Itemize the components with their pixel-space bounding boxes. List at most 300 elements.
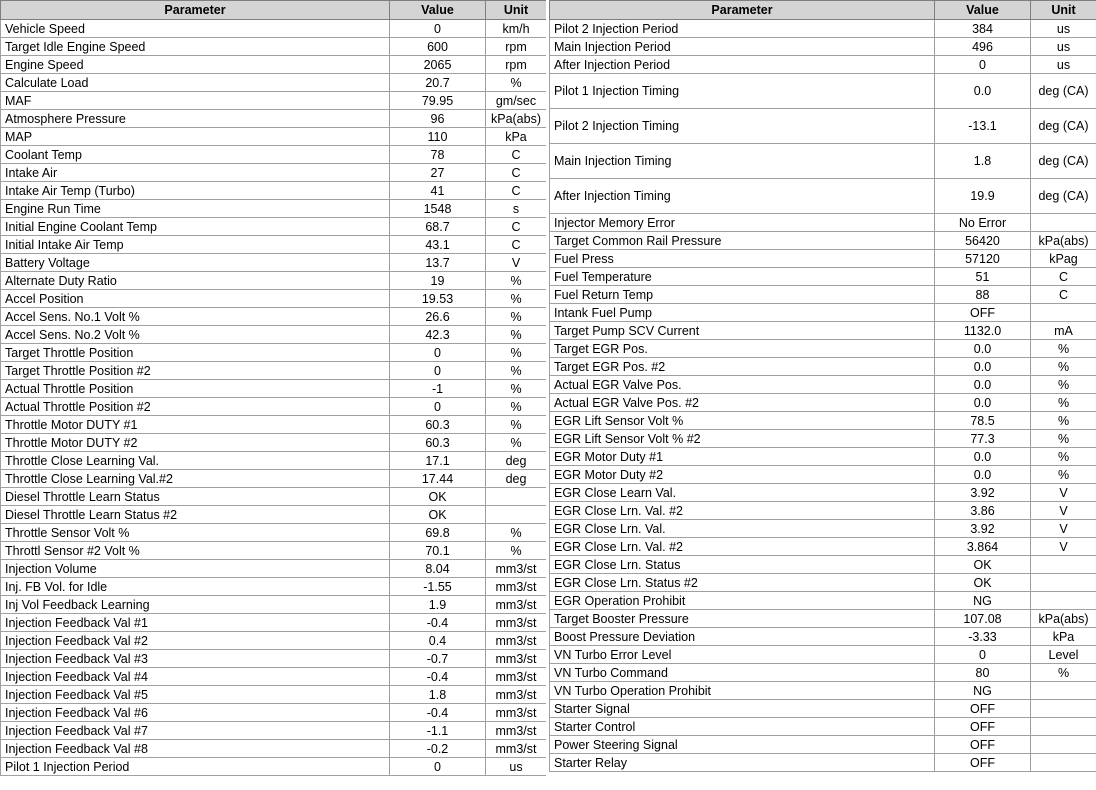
parameter-cell: Injection Feedback Val #3	[1, 650, 390, 668]
value-cell: 0.0	[935, 466, 1031, 484]
unit-cell: %	[486, 434, 547, 452]
unit-cell	[1031, 718, 1096, 736]
table-row[interactable]	[550, 358, 1096, 376]
table-row[interactable]	[1, 434, 547, 452]
unit-cell: kPa	[1031, 628, 1096, 646]
parameter-cell: Injection Feedback Val #6	[1, 704, 390, 722]
table-row[interactable]	[1, 56, 547, 74]
table-row[interactable]	[1, 128, 547, 146]
table-row[interactable]	[1, 758, 547, 776]
parameter-cell: MAF	[1, 92, 390, 110]
parameter-cell: Fuel Temperature	[550, 268, 935, 286]
table-row[interactable]	[1, 416, 547, 434]
value-cell: 43.1	[390, 236, 486, 254]
table-row[interactable]	[1, 578, 547, 596]
unit-cell: C	[486, 164, 547, 182]
unit-cell: mm3/st	[486, 686, 547, 704]
table-row[interactable]	[550, 56, 1096, 74]
table-row[interactable]	[550, 179, 1096, 214]
unit-cell	[1031, 682, 1096, 700]
unit-cell: %	[1031, 466, 1096, 484]
parameter-cell: Coolant Temp	[1, 146, 390, 164]
table-row[interactable]	[550, 376, 1096, 394]
value-cell: NG	[935, 682, 1031, 700]
value-cell: 1.9	[390, 596, 486, 614]
value-cell: 96	[390, 110, 486, 128]
value-cell: 78.5	[935, 412, 1031, 430]
value-cell: 3.92	[935, 484, 1031, 502]
table-row[interactable]	[550, 322, 1096, 340]
value-cell: OK	[390, 506, 486, 524]
parameter-cell: EGR Close Lrn. Status #2	[550, 574, 935, 592]
parameter-cell: Pilot 2 Injection Period	[550, 20, 935, 38]
table-row[interactable]	[1, 20, 547, 38]
table-row[interactable]	[550, 664, 1096, 682]
value-cell: 0	[390, 398, 486, 416]
unit-cell: us	[1031, 38, 1096, 56]
table-row[interactable]	[1, 272, 547, 290]
value-cell: OFF	[935, 718, 1031, 736]
table-row[interactable]	[550, 520, 1096, 538]
table-row[interactable]	[550, 74, 1096, 109]
parameter-header[interactable]: Parameter	[1, 1, 390, 20]
parameter-cell: Actual EGR Valve Pos. #2	[550, 394, 935, 412]
parameter-cell: Engine Run Time	[1, 200, 390, 218]
parameter-cell: Accel Position	[1, 290, 390, 308]
parameter-cell: Vehicle Speed	[1, 20, 390, 38]
value-cell: 51	[935, 268, 1031, 286]
value-cell: 0	[935, 56, 1031, 74]
value-cell: 0.0	[935, 340, 1031, 358]
parameter-cell: Injection Volume	[1, 560, 390, 578]
unit-cell: %	[486, 308, 547, 326]
table-row[interactable]	[1, 632, 547, 650]
table-row[interactable]	[1, 452, 547, 470]
table-row[interactable]	[550, 268, 1096, 286]
unit-cell	[1031, 556, 1096, 574]
unit-cell: %	[1031, 376, 1096, 394]
parameter-cell: Target EGR Pos. #2	[550, 358, 935, 376]
table-row[interactable]	[1, 650, 547, 668]
table-row[interactable]	[550, 412, 1096, 430]
right-table-body	[550, 20, 1096, 772]
unit-cell: %	[486, 362, 547, 380]
value-cell: -13.1	[935, 109, 1031, 144]
value-cell: OK	[935, 574, 1031, 592]
value-cell: OFF	[935, 736, 1031, 754]
table-row[interactable]	[550, 38, 1096, 56]
unit-cell: us	[486, 758, 547, 776]
right-data-panel	[549, 0, 1096, 790]
unit-cell	[1031, 592, 1096, 610]
header-row	[1, 1, 547, 20]
value-cell: -0.4	[390, 614, 486, 632]
table-row[interactable]	[1, 470, 547, 488]
unit-cell: mm3/st	[486, 578, 547, 596]
table-row[interactable]	[1, 92, 547, 110]
value-cell: 0.0	[935, 448, 1031, 466]
value-cell: 3.92	[935, 520, 1031, 538]
unit-cell: kPa(abs)	[1031, 232, 1096, 250]
table-row[interactable]	[1, 704, 547, 722]
unit-cell: %	[486, 398, 547, 416]
parameter-cell: Starter Relay	[550, 754, 935, 772]
parameter-cell: EGR Motor Duty #2	[550, 466, 935, 484]
table-row[interactable]	[550, 610, 1096, 628]
value-cell: 88	[935, 286, 1031, 304]
unit-cell: %	[1031, 340, 1096, 358]
value-cell: -0.4	[390, 668, 486, 686]
value-cell: 3.86	[935, 502, 1031, 520]
parameter-cell: Injection Feedback Val #1	[1, 614, 390, 632]
unit-cell: us	[1031, 56, 1096, 74]
unit-cell	[1031, 700, 1096, 718]
parameter-cell: EGR Close Lrn. Val.	[550, 520, 935, 538]
value-cell: 27	[390, 164, 486, 182]
table-row[interactable]	[1, 254, 547, 272]
unit-cell: %	[486, 272, 547, 290]
parameter-cell: EGR Motor Duty #1	[550, 448, 935, 466]
parameter-cell: After Injection Period	[550, 56, 935, 74]
table-row[interactable]	[550, 286, 1096, 304]
value-cell: 60.3	[390, 416, 486, 434]
unit-cell: %	[1031, 430, 1096, 448]
parameter-cell: Pilot 1 Injection Timing	[550, 74, 935, 109]
parameter-cell: EGR Close Lrn. Val. #2	[550, 538, 935, 556]
table-row[interactable]	[550, 394, 1096, 412]
parameter-cell: Engine Speed	[1, 56, 390, 74]
unit-cell: gm/sec	[486, 92, 547, 110]
value-cell: 13.7	[390, 254, 486, 272]
value-cell: OFF	[935, 700, 1031, 718]
table-row[interactable]	[1, 326, 547, 344]
table-row[interactable]	[1, 146, 547, 164]
parameter-cell: VN Turbo Command	[550, 664, 935, 682]
table-row[interactable]	[1, 488, 547, 506]
value-cell: 600	[390, 38, 486, 56]
table-row[interactable]	[550, 628, 1096, 646]
value-header[interactable]: Value	[390, 1, 486, 20]
parameter-cell: EGR Close Lrn. Status	[550, 556, 935, 574]
unit-cell: rpm	[486, 38, 547, 56]
unit-cell: %	[486, 290, 547, 308]
parameter-cell: Actual Throttle Position #2	[1, 398, 390, 416]
parameter-cell: Initial Intake Air Temp	[1, 236, 390, 254]
unit-cell: %	[1031, 448, 1096, 466]
table-row[interactable]	[1, 560, 547, 578]
parameter-cell: Actual Throttle Position	[1, 380, 390, 398]
parameter-cell: Battery Voltage	[1, 254, 390, 272]
unit-cell: kPag	[1031, 250, 1096, 268]
parameter-cell: Atmosphere Pressure	[1, 110, 390, 128]
parameter-cell: Intake Air Temp (Turbo)	[1, 182, 390, 200]
table-row[interactable]	[550, 20, 1096, 38]
parameter-cell: Throttle Motor DUTY #2	[1, 434, 390, 452]
value-cell: 0.0	[935, 358, 1031, 376]
unit-cell: %	[1031, 664, 1096, 682]
value-cell: 0	[390, 20, 486, 38]
table-row[interactable]	[550, 736, 1096, 754]
value-header[interactable]: Value	[935, 1, 1031, 20]
unit-cell: mm3/st	[486, 560, 547, 578]
value-cell: 70.1	[390, 542, 486, 560]
table-row[interactable]	[1, 218, 547, 236]
value-cell: -3.33	[935, 628, 1031, 646]
parameter-cell: Injection Feedback Val #4	[1, 668, 390, 686]
unit-cell	[486, 506, 547, 524]
parameter-cell: EGR Lift Sensor Volt % #2	[550, 430, 935, 448]
unit-cell: %	[1031, 358, 1096, 376]
table-row[interactable]	[550, 109, 1096, 144]
unit-cell: V	[486, 254, 547, 272]
table-row[interactable]	[550, 484, 1096, 502]
unit-cell: C	[486, 182, 547, 200]
unit-cell: mm3/st	[486, 632, 547, 650]
value-cell: 68.7	[390, 218, 486, 236]
header-row	[550, 1, 1096, 20]
value-cell: 80	[935, 664, 1031, 682]
table-row[interactable]	[550, 144, 1096, 179]
value-cell: 1.8	[390, 686, 486, 704]
left-data-panel	[0, 0, 546, 790]
table-row[interactable]	[1, 722, 547, 740]
table-row[interactable]	[1, 380, 547, 398]
value-cell: No Error	[935, 214, 1031, 232]
table-row[interactable]	[1, 686, 547, 704]
table-row[interactable]	[550, 718, 1096, 736]
value-cell: 42.3	[390, 326, 486, 344]
unit-cell: C	[486, 146, 547, 164]
unit-header[interactable]: Unit	[486, 1, 547, 20]
table-row[interactable]	[1, 290, 547, 308]
parameter-cell: Injector Memory Error	[550, 214, 935, 232]
unit-cell: %	[486, 524, 547, 542]
unit-cell	[1031, 754, 1096, 772]
value-cell: 0	[935, 646, 1031, 664]
parameter-cell: Intake Air	[1, 164, 390, 182]
value-cell: 0	[390, 362, 486, 380]
parameter-cell: Injection Feedback Val #2	[1, 632, 390, 650]
value-cell: 8.04	[390, 560, 486, 578]
value-cell: OFF	[935, 754, 1031, 772]
parameter-cell: Starter Control	[550, 718, 935, 736]
value-cell: 1548	[390, 200, 486, 218]
unit-cell: deg (CA)	[1031, 74, 1096, 109]
unit-cell: deg (CA)	[1031, 109, 1096, 144]
parameter-cell: Pilot 2 Injection Timing	[550, 109, 935, 144]
table-row[interactable]	[550, 502, 1096, 520]
value-cell: OFF	[935, 304, 1031, 322]
parameter-cell: Intank Fuel Pump	[550, 304, 935, 322]
unit-cell: C	[486, 218, 547, 236]
table-row[interactable]	[1, 506, 547, 524]
table-row[interactable]	[550, 592, 1096, 610]
unit-cell: %	[486, 344, 547, 362]
value-cell: 26.6	[390, 308, 486, 326]
table-row[interactable]	[1, 308, 547, 326]
parameter-cell: Injection Feedback Val #7	[1, 722, 390, 740]
unit-cell: %	[486, 326, 547, 344]
unit-cell: deg	[486, 452, 547, 470]
table-row[interactable]	[1, 74, 547, 92]
parameter-cell: VN Turbo Operation Prohibit	[550, 682, 935, 700]
parameter-cell: Target Throttle Position #2	[1, 362, 390, 380]
table-row[interactable]	[1, 200, 547, 218]
unit-cell: deg (CA)	[1031, 179, 1096, 214]
parameter-cell: Inj Vol Feedback Learning	[1, 596, 390, 614]
parameter-cell: Fuel Press	[550, 250, 935, 268]
table-row[interactable]	[550, 682, 1096, 700]
table-row[interactable]	[550, 232, 1096, 250]
value-cell: 107.08	[935, 610, 1031, 628]
table-row[interactable]	[550, 250, 1096, 268]
table-row[interactable]	[550, 754, 1096, 772]
parameter-cell: Pilot 1 Injection Period	[1, 758, 390, 776]
unit-cell: %	[486, 74, 547, 92]
unit-cell	[1031, 574, 1096, 592]
parameter-cell: Throttl Sensor #2 Volt %	[1, 542, 390, 560]
value-cell: 2065	[390, 56, 486, 74]
parameter-cell: Initial Engine Coolant Temp	[1, 218, 390, 236]
parameter-cell: Alternate Duty Ratio	[1, 272, 390, 290]
value-cell: 0.0	[935, 394, 1031, 412]
value-cell: 78	[390, 146, 486, 164]
value-cell: 384	[935, 20, 1031, 38]
parameter-cell: After Injection Timing	[550, 179, 935, 214]
unit-cell: mm3/st	[486, 704, 547, 722]
unit-header[interactable]: Unit	[1031, 1, 1096, 20]
table-row[interactable]	[1, 596, 547, 614]
unit-cell: deg (CA)	[1031, 144, 1096, 179]
table-row[interactable]	[1, 614, 547, 632]
unit-cell: %	[486, 416, 547, 434]
unit-cell: V	[1031, 538, 1096, 556]
table-row[interactable]	[1, 398, 547, 416]
table-row[interactable]	[550, 214, 1096, 232]
unit-cell: C	[1031, 268, 1096, 286]
value-cell: 17.44	[390, 470, 486, 488]
table-row[interactable]	[1, 542, 547, 560]
unit-cell	[1031, 736, 1096, 754]
value-cell: 0.4	[390, 632, 486, 650]
value-cell: 110	[390, 128, 486, 146]
parameter-cell: Boost Pressure Deviation	[550, 628, 935, 646]
unit-cell: %	[486, 542, 547, 560]
table-row[interactable]	[1, 344, 547, 362]
parameter-cell: Main Injection Timing	[550, 144, 935, 179]
value-cell: 17.1	[390, 452, 486, 470]
value-cell: OK	[935, 556, 1031, 574]
unit-cell	[486, 488, 547, 506]
table-row[interactable]	[1, 740, 547, 758]
parameter-cell: Target Pump SCV Current	[550, 322, 935, 340]
value-cell: -1.1	[390, 722, 486, 740]
value-cell: 3.864	[935, 538, 1031, 556]
parameter-header[interactable]: Parameter	[550, 1, 935, 20]
right-data-table	[549, 0, 1096, 772]
unit-cell: us	[1031, 20, 1096, 38]
unit-cell	[1031, 214, 1096, 232]
parameter-cell: Injection Feedback Val #5	[1, 686, 390, 704]
parameter-cell: Actual EGR Valve Pos.	[550, 376, 935, 394]
parameter-cell: Inj. FB Vol. for Idle	[1, 578, 390, 596]
table-row[interactable]	[1, 362, 547, 380]
unit-cell: %	[1031, 394, 1096, 412]
table-row[interactable]	[550, 538, 1096, 556]
value-cell: 41	[390, 182, 486, 200]
table-row[interactable]	[1, 182, 547, 200]
table-row[interactable]	[1, 38, 547, 56]
parameter-cell: Target Idle Engine Speed	[1, 38, 390, 56]
unit-cell: s	[486, 200, 547, 218]
parameter-cell: Accel Sens. No.1 Volt %	[1, 308, 390, 326]
unit-cell: mm3/st	[486, 668, 547, 686]
table-row[interactable]	[550, 556, 1096, 574]
parameter-cell: MAP	[1, 128, 390, 146]
unit-cell: %	[1031, 412, 1096, 430]
unit-cell: mm3/st	[486, 650, 547, 668]
value-cell: 1132.0	[935, 322, 1031, 340]
unit-cell: V	[1031, 520, 1096, 538]
unit-cell: mm3/st	[486, 740, 547, 758]
table-row[interactable]	[550, 304, 1096, 322]
unit-cell: mm3/st	[486, 614, 547, 632]
parameter-cell: Diesel Throttle Learn Status #2	[1, 506, 390, 524]
table-row[interactable]	[550, 430, 1096, 448]
parameter-cell: Target Common Rail Pressure	[550, 232, 935, 250]
table-row[interactable]	[550, 448, 1096, 466]
table-row[interactable]	[550, 340, 1096, 358]
unit-cell: Level	[1031, 646, 1096, 664]
parameter-cell: Starter Signal	[550, 700, 935, 718]
value-cell: 69.8	[390, 524, 486, 542]
unit-cell	[1031, 304, 1096, 322]
parameter-cell: EGR Operation Prohibit	[550, 592, 935, 610]
table-row[interactable]	[550, 646, 1096, 664]
parameter-cell: Diesel Throttle Learn Status	[1, 488, 390, 506]
parameter-cell: Throttle Sensor Volt %	[1, 524, 390, 542]
unit-cell: %	[486, 380, 547, 398]
value-cell: 0.0	[935, 74, 1031, 109]
unit-cell: deg	[486, 470, 547, 488]
table-row[interactable]	[1, 236, 547, 254]
table-row[interactable]	[1, 110, 547, 128]
value-cell: -0.2	[390, 740, 486, 758]
unit-cell: rpm	[486, 56, 547, 74]
unit-cell: mm3/st	[486, 596, 547, 614]
table-row[interactable]	[1, 164, 547, 182]
value-cell: 0	[390, 344, 486, 362]
parameter-cell: Accel Sens. No.2 Volt %	[1, 326, 390, 344]
value-cell: 496	[935, 38, 1031, 56]
parameter-cell: Target EGR Pos.	[550, 340, 935, 358]
table-row[interactable]	[1, 524, 547, 542]
value-cell: 77.3	[935, 430, 1031, 448]
unit-cell: V	[1031, 502, 1096, 520]
parameter-cell: EGR Close Learn Val.	[550, 484, 935, 502]
value-cell: -1	[390, 380, 486, 398]
value-cell: 1.8	[935, 144, 1031, 179]
table-row[interactable]	[1, 668, 547, 686]
value-cell: 0.0	[935, 376, 1031, 394]
parameter-cell: EGR Close Lrn. Val. #2	[550, 502, 935, 520]
table-row[interactable]	[550, 700, 1096, 718]
table-row[interactable]	[550, 466, 1096, 484]
parameter-cell: Main Injection Period	[550, 38, 935, 56]
parameter-cell: VN Turbo Error Level	[550, 646, 935, 664]
table-row[interactable]	[550, 574, 1096, 592]
value-cell: 56420	[935, 232, 1031, 250]
